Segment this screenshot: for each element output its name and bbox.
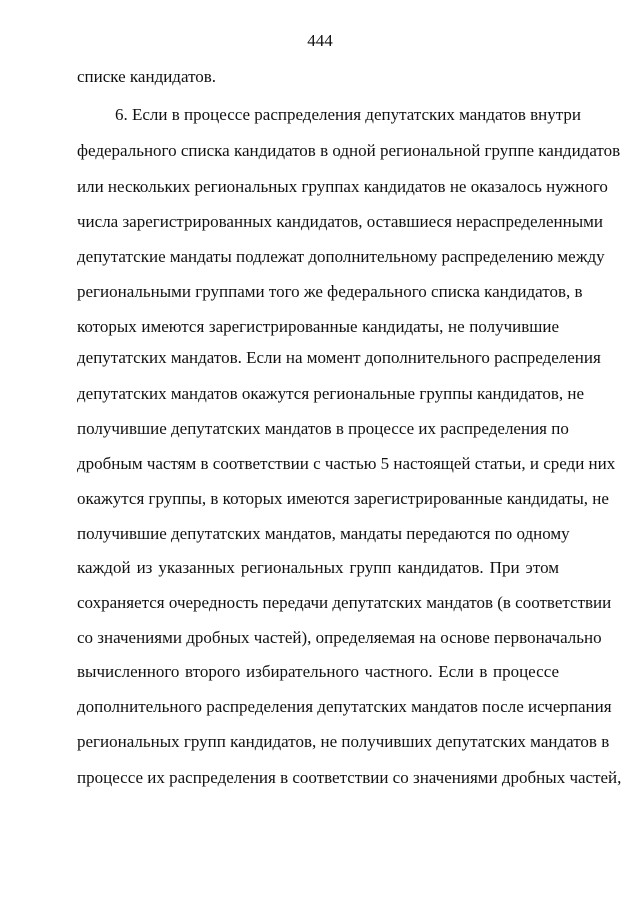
text-line: получившие депутатских мандатов, мандаты передаются по одному <box>77 524 570 543</box>
text-line: со значениями дробных частей), определяемая на основе первоначально <box>77 628 602 647</box>
text-line: которых имеются зарегистрированные кандидаты, не получившие <box>77 317 559 336</box>
text-line: депутатских мандатов окажутся региональные группы кандидатов, не <box>77 384 584 403</box>
text-line: региональными группами того же федерального списка кандидатов, в <box>77 282 583 301</box>
text-line: депутатских мандатов. Если на момент дополнительного распределения <box>77 348 601 367</box>
text-line: или нескольких региональных группах кандидатов не оказалось нужного <box>77 177 608 196</box>
text-line: числа зарегистрированных кандидатов, оставшиеся нераспределенными <box>77 212 604 231</box>
text-line: процессе их распределения в соответствии со значениями дробных частей, <box>77 768 622 787</box>
text-line: 6. Если в процессе распределения депутатских мандатов внутри <box>115 105 581 124</box>
text-line: дробным частям в соответствии с частью 5 настоящей статьи, и среди них <box>77 454 616 473</box>
text-line: списке кандидатов. <box>77 67 217 86</box>
text-line: сохраняется очередность передачи депутатских мандатов (в соответствии <box>77 593 612 612</box>
text-line: получившие депутатских мандатов в процессе их распределения по <box>77 419 569 438</box>
text-line: региональных групп кандидатов, не получивших депутатских мандатов в <box>77 732 610 751</box>
text-line: депутатские мандаты подлежат дополнительному распределению между <box>77 247 605 266</box>
text-line: вычисленного второго избирательного частного. Если в процессе <box>77 662 559 681</box>
page-number: 444 <box>307 31 333 50</box>
text-line: дополнительного распределения депутатских мандатов после исчерпания <box>77 697 612 716</box>
text-line: федерального списка кандидатов в одной региональной группе кандидатов <box>77 141 621 160</box>
text-line: каждой из указанных региональных групп кандидатов. При этом <box>77 558 559 577</box>
text-line: окажутся группы, в которых имеются зарегистрированные кандидаты, не <box>77 489 609 508</box>
